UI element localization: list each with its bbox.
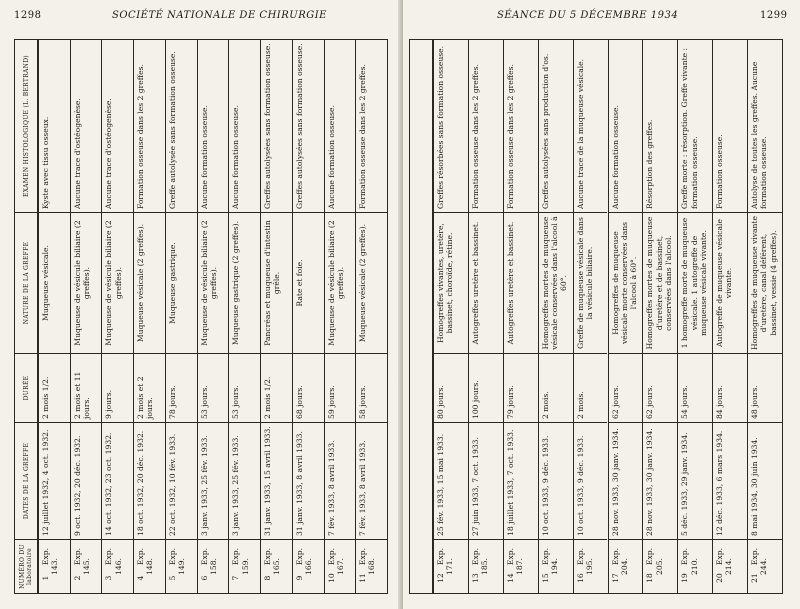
row-number: 4 — [136, 575, 146, 581]
table-cell-nature: Homogreffes de muqueuse vivante d'uretère, canal déférent, bassinet, vessie (4 greffes). — [748, 212, 782, 353]
table-cell-nature: Autogreffe de muqueuse vésicale vivante. — [713, 212, 747, 353]
table-cell-dates: 14 oct. 1932, 23 oct. 1932. — [102, 422, 133, 539]
row-number: 15 — [540, 573, 550, 583]
table-cell-dates: 12 déc. 1933, 6 mars 1934. — [713, 422, 747, 539]
table-cell-exam: Greffe autolysée sans formation osseuse. — [167, 51, 177, 209]
table-cell-duree: 53 jours. — [198, 353, 229, 422]
table-cell-nature: Autogreffes uretère et bassinet. — [504, 212, 538, 353]
row-number: 3 — [104, 575, 114, 581]
experiment-id: Exp. 210. — [680, 547, 699, 575]
row-number: 14 — [505, 573, 515, 583]
table-cell-dates: 7 fév. 1933, 8 avril 1933. — [325, 422, 356, 539]
table-cell-dates: 3 janv. 1933, 25 fév. 1933. — [229, 422, 260, 539]
experiment-id: Exp. 165. — [263, 547, 282, 575]
row-number: 9 — [294, 575, 304, 581]
table-cell-nature: Muqueuse de vésicule biliaire (2 greffes). — [325, 212, 356, 353]
experiment-id: Exp. 146. — [104, 547, 123, 575]
header-nature: NATURE DE LA GREFFE — [15, 212, 37, 353]
table-cell-duree: 84 jours. — [713, 353, 747, 422]
table-cell-exam: Aucune formation osseuse. — [610, 105, 620, 209]
header-examen: EXAMEN HISTOLOGIQUE (L. BERTRAND) — [22, 55, 30, 197]
row-number: 19 — [680, 573, 690, 583]
table-cell-dates: 31 janv. 1933, 15 avril 1933. — [261, 422, 292, 539]
table-cell-exam: Formation osseuse dans les 2 greffes. — [470, 64, 480, 209]
experiment-id: Exp. 194. — [540, 547, 559, 575]
table-cell-duree: 53 jours. — [229, 353, 260, 422]
table-cell-dates: 9 oct. 1932, 20 déc. 1932. — [71, 422, 102, 539]
table-cell-exam: Greffe morte : résorption. Greffe vivante : formation osseuse. — [680, 47, 699, 209]
right-running-title: SÉANCE DU 5 DÉCEMBRE 1934 — [497, 10, 679, 21]
table-cell-exam: Aucune formation osseuse. — [231, 105, 241, 209]
table-cell-dates: 12 juillet 1932, 4 oct. 1932. — [39, 422, 70, 539]
table-cell-numero — [748, 539, 782, 593]
table-cell-numero — [325, 539, 356, 593]
table-cell-dates: 7 fév. 1933, 8 avril 1933. — [356, 422, 387, 539]
table-cell-numero — [539, 539, 573, 593]
table-cell-exam: Greffes résorbées sans formation osseuse. — [436, 45, 445, 209]
experiment-id: Exp. 149. — [167, 547, 187, 575]
left-experiment-table — [14, 39, 388, 594]
experiment-id: Exp. 187. — [505, 547, 524, 575]
table-cell-dates: 28 nov. 1933, 30 janv. 1934. — [609, 422, 643, 539]
table-cell-numero — [504, 539, 538, 593]
right-page — [403, 0, 800, 609]
row-number: 7 — [231, 575, 241, 581]
table-cell-exam: Aucune formation osseuse. — [326, 105, 336, 209]
table-cell-numero — [293, 539, 324, 593]
table-cell-exam: Aucune formation osseuse. — [199, 105, 209, 209]
experiment-id: Exp. 158. — [199, 547, 218, 575]
experiment-id: Exp. 195. — [575, 547, 594, 575]
table-cell-dates: 28 nov. 1933, 30 janv. 1934. — [643, 422, 677, 539]
row-number: 17 — [610, 573, 620, 583]
experiment-id: Exp. 159. — [231, 547, 250, 575]
table-cell-nature: Homogreffes de muqueuse vésicale morte conservées dans l'alcool à 60°. — [609, 212, 643, 353]
left-page-number: 1298 — [14, 10, 42, 21]
table-cell-duree: 2 mois et 11 jours. — [71, 353, 102, 422]
table-cell-nature: Muqueuse vésicale (2 greffes). — [134, 212, 165, 353]
row-number: 21 — [750, 573, 760, 583]
row-number: 8 — [263, 575, 273, 581]
table-cell-duree: 59 jours. — [325, 353, 356, 422]
experiment-id: Exp. 168. — [358, 547, 377, 575]
row-number: 16 — [575, 573, 585, 583]
experiment-id: Exp. 167. — [326, 547, 345, 575]
table-cell-dates: 8 mai 1934, 30 juin 1934. — [748, 422, 782, 539]
row-number: 20 — [715, 573, 725, 583]
table-cell-numero — [713, 539, 747, 593]
table-cell-exam: Greffes autolysées sans production d'os. — [540, 53, 550, 209]
experiment-id: Exp. 145. — [72, 547, 91, 575]
row-number: 1 — [41, 575, 50, 581]
table-cell-numero — [356, 539, 387, 593]
table-cell-exam: Formation osseuse dans les 2 greffes. — [505, 64, 515, 209]
table-cell-duree: 54 jours. — [678, 353, 712, 422]
table-cell-duree: 68 jours. — [293, 353, 324, 422]
experiment-id: Exp. 166. — [294, 547, 314, 575]
table-cell-nature: Muqueuse gastrique. — [166, 212, 197, 353]
row-number: 18 — [645, 573, 655, 583]
experiment-id: Exp. 148. — [136, 547, 155, 575]
table-cell-dates: 22 oct. 1932, 10 fév. 1933. — [166, 422, 197, 539]
table-cell-exam: Aucune trace d'ostéogenèse. — [104, 98, 114, 209]
row-number: 10 — [326, 573, 336, 583]
table-cell-numero — [469, 539, 503, 593]
table-cell-duree: 79 jours. — [504, 353, 538, 422]
table-cell-nature: Muqueuse gastrique (2 greffes). — [229, 212, 260, 353]
experiment-id: Exp. 171. — [436, 547, 455, 575]
header-duree: DURÉE — [15, 353, 37, 422]
table-cell-numero — [434, 539, 468, 593]
experiment-id: Exp. 185. — [470, 547, 490, 575]
table-cell-exam: Formation osseuse dans les 2 greffes. — [358, 64, 368, 209]
table-cell-duree: 62 jours. — [609, 353, 643, 422]
experiment-id: Exp. 143. — [41, 547, 60, 575]
table-cell-numero — [102, 539, 133, 593]
table-cell-nature: Autogreffes uretère et bassinet. — [469, 212, 503, 353]
header-dates: DATES DE LA GREFFE — [15, 422, 37, 539]
table-cell-numero — [71, 539, 102, 593]
table-cell-dates: 31 janv. 1933, 8 avril 1933. — [293, 422, 324, 539]
table-cell-exam: Autolyse de toutes les greffes. Aucune formation osseuse. — [750, 61, 769, 209]
table-cell-nature: 1 homogreffe morte de muqueuse vésicale. 1 autogreffe de muqueuse vésicale vivante. — [678, 212, 712, 353]
table-cell-nature: Muqueuse vésicale. — [39, 212, 70, 353]
table-cell-numero — [229, 539, 260, 593]
table-cell-nature: Homogreffes mortes de muqueuse d'uretère et de bassinet, conservées dans l'alcool. — [643, 212, 677, 353]
table-cell-duree: 2 mois. — [574, 353, 608, 422]
table-cell-nature: Greffe de muqueuse vésicale dans la vésicule biliaire. — [574, 212, 608, 353]
table-cell-exam: Aucune trace d'ostéogenèse. — [72, 98, 82, 209]
table-cell-duree: 58 jours. — [356, 353, 387, 422]
table-cell-dates: 5 déc. 1933, 29 janv. 1934. — [678, 422, 712, 539]
table-cell-duree: 80 jours. — [434, 353, 468, 422]
experiment-id: Exp. 204. — [610, 547, 629, 575]
table-cell-duree: 2 mois et 2 jours. — [134, 353, 165, 422]
table-cell-nature: Rate et foie. — [293, 212, 324, 353]
experiment-id: Exp. 205. — [645, 547, 664, 575]
table-cell-duree: 2 mois 1/2. — [261, 353, 292, 422]
table-cell-nature: Homogreffes vivantes, uretère, bassinet, choroïde, rétine. — [434, 212, 468, 353]
left-running-title: SOCIÉTÉ NATIONALE DE CHIRURGIE — [112, 10, 327, 21]
row-number: 13 — [470, 573, 480, 583]
table-cell-nature: Muqueuse de vésicule biliaire (2 greffes). — [198, 212, 229, 353]
table-cell-numero — [678, 539, 712, 593]
experiment-id: Exp. 244. — [750, 547, 769, 575]
table-cell-duree: 9 jours. — [102, 353, 133, 422]
table-cell-numero — [261, 539, 292, 593]
table-cell-duree: 48 jours. — [748, 353, 782, 422]
table-cell-exam: Kyste avec tissu osseux. — [41, 116, 50, 209]
table-cell-exam: Formation osseuse dans les 2 greffes. — [136, 64, 146, 209]
table-cell-numero — [198, 539, 229, 593]
table-cell-nature: Homogreffes mortes de muqueuse vésicale conservées dans l'alcool à 60°. — [539, 212, 573, 353]
table-cell-dates: 18 oct. 1932, 20 déc. 1932. — [134, 422, 165, 539]
row-number: 5 — [167, 575, 177, 581]
table-cell-dates: 10 oct. 1933, 9 déc. 1933. — [539, 422, 573, 539]
table-cell-exam: Greffes autolysées sans formation osseuse. — [263, 43, 273, 209]
experiment-id: Exp. 214. — [715, 547, 734, 575]
row-number: 2 — [72, 575, 82, 581]
table-cell-duree: 62 jours. — [643, 353, 677, 422]
table-cell-numero — [134, 539, 165, 593]
table-cell-exam: Résorption des greffes. — [645, 119, 655, 209]
table-cell-numero — [39, 539, 70, 593]
table-cell-exam: Greffes autolysées sans formation osseuse. — [294, 43, 304, 209]
table-cell-nature: Muqueuse de vésicule biliaire (2 greffes). — [71, 212, 102, 353]
table-cell-duree: 100 jours. — [469, 353, 503, 422]
table-cell-dates: 27 juin 1933, 7 oct. 1933. — [469, 422, 503, 539]
table-cell-dates: 3 janv. 1933, 25 fév. 1933. — [198, 422, 229, 539]
header-numero: NUMÉRO DU laboratoire — [15, 539, 37, 593]
table-cell-duree: 2 mois 1/2. — [39, 353, 70, 422]
table-cell-duree: 78 jours. — [166, 353, 197, 422]
table-cell-dates: 10 oct. 1933, 9 déc. 1933. — [574, 422, 608, 539]
table-cell-numero — [574, 539, 608, 593]
row-number: 12 — [436, 573, 445, 583]
table-cell-numero — [166, 539, 197, 593]
table-cell-nature: Pancréas et muqueuse d'intestin grêle. — [261, 212, 292, 353]
table-cell-duree: 2 mois. — [539, 353, 573, 422]
table-cell-exam: Formation osseuse. — [715, 134, 725, 209]
right-page-number: 1299 — [760, 10, 788, 21]
table-cell-exam: Aucune trace de la muqueuse vésicale. — [575, 58, 585, 209]
table-cell-dates: 18 juillet 1933, 7 oct. 1933. — [504, 422, 538, 539]
right-experiment-table — [409, 39, 783, 594]
row-number: 11 — [358, 573, 368, 583]
table-cell-dates: 25 fév. 1933, 15 mai 1933. — [434, 422, 468, 539]
row-number: 6 — [199, 575, 209, 581]
table-cell-numero — [609, 539, 643, 593]
table-cell-nature: Muqueuse vésicale (2 greffes). — [356, 212, 387, 353]
table-cell-nature: Muqueuse de vésicule biliaire (2 greffes). — [102, 212, 133, 353]
table-cell-numero — [643, 539, 677, 593]
